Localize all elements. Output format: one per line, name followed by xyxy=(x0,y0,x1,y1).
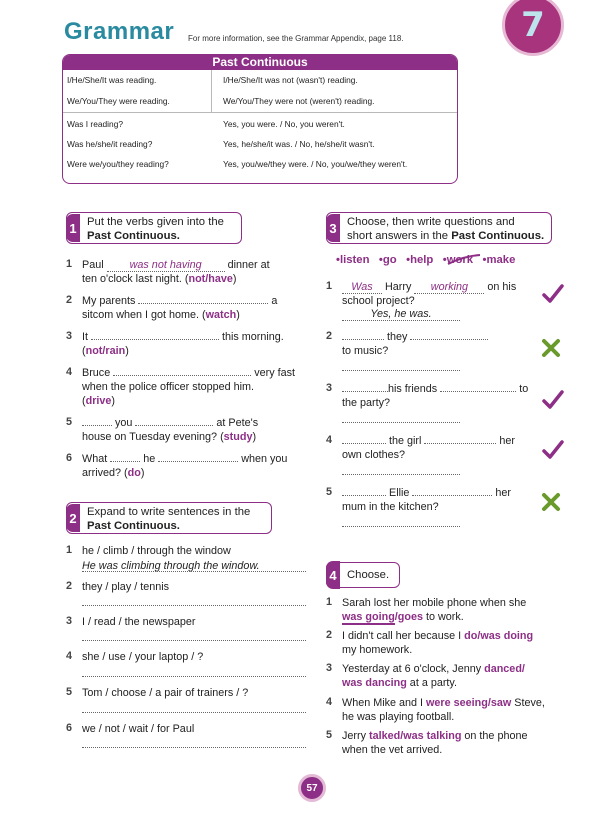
exercise-number: 2 xyxy=(66,504,80,532)
exercise-number: 4 xyxy=(326,561,340,589)
ex3-item-1-text: Was Harry working on his xyxy=(342,280,516,294)
answer-blank[interactable] xyxy=(158,452,238,462)
answer-blank[interactable] xyxy=(135,416,213,426)
exercise-number: 3 xyxy=(326,214,340,242)
answer-blank[interactable] xyxy=(110,452,140,462)
table-cell: We/You/They were not (weren't) reading. xyxy=(223,96,375,106)
answer-blank[interactable] xyxy=(91,330,219,340)
tick-icon xyxy=(542,390,564,410)
ex4-item-3-text: Yesterday at 6 o'clock, Jenny danced/ xyxy=(342,663,525,675)
answer-blank[interactable] xyxy=(138,294,268,304)
item-number: 4 xyxy=(66,366,73,378)
answer-text: Yes, he was. xyxy=(342,308,460,321)
table-cell: I/He/She/It was not (wasn't) reading. xyxy=(223,75,358,85)
ex3-item-4-text-cont: own clothes? xyxy=(342,449,406,461)
table-cell: Was he/she/it reading? xyxy=(67,139,153,149)
answer-text: was not having xyxy=(107,260,225,272)
option[interactable]: talked xyxy=(369,730,401,742)
answer-line[interactable] xyxy=(82,747,306,748)
answer-line[interactable] xyxy=(342,422,460,423)
answer-blank[interactable] xyxy=(410,330,488,340)
unit-number: 7 xyxy=(521,5,545,45)
item-number: 6 xyxy=(66,452,73,464)
option[interactable]: saw xyxy=(490,697,512,709)
answer-blank[interactable] xyxy=(440,382,516,392)
ex1-item-4-text-cont: when the police officer stopped him. xyxy=(82,381,255,393)
table-cell: Were we/you/they reading? xyxy=(67,159,169,169)
ex1-item-1-text-cont: ten o'clock last night. (not/have) xyxy=(82,273,237,285)
instruction-text-bold: Past Continuous. xyxy=(87,520,180,532)
ex2-prompt: I / read / the newspaper xyxy=(82,616,196,628)
ex1-item-2-text: My parents a xyxy=(82,295,278,307)
answer-blank[interactable] xyxy=(342,486,386,496)
instruction-text: Choose, then write questions and xyxy=(347,216,515,228)
item-number: 5 xyxy=(326,729,333,741)
ex1-item-4-text-cont2: (drive) xyxy=(82,395,116,407)
tick-icon xyxy=(542,284,564,304)
table-divider xyxy=(63,112,457,113)
answer-line[interactable] xyxy=(342,526,460,527)
ex4-item-5-text: Jerry talked/was talking on the phone xyxy=(342,730,528,742)
item-number: 3 xyxy=(326,662,333,674)
answer-blank[interactable] xyxy=(342,382,388,392)
grammar-table-heading: Past Continuous xyxy=(63,55,457,70)
table-cell: I/He/She/It was reading. xyxy=(67,75,157,85)
option[interactable]: was dancing xyxy=(342,677,407,689)
page-number: 57 xyxy=(298,774,326,802)
answer-line[interactable] xyxy=(342,474,460,475)
table-cell: Was I reading? xyxy=(67,119,124,129)
ex1-item-5-text-cont: house on Tuesday evening? (study) xyxy=(82,431,257,443)
ex1-item-3-text: It this morning. xyxy=(82,331,284,343)
instruction-text-bold: Past Continuous. xyxy=(87,230,180,242)
item-number: 5 xyxy=(326,486,333,498)
word-bank-item: •listen xyxy=(336,254,370,266)
page-title: Grammar xyxy=(64,18,175,45)
option[interactable]: goes xyxy=(397,611,423,623)
answer-line[interactable] xyxy=(342,370,460,371)
ex1-item-6-text-cont: arrived? (do) xyxy=(82,467,145,479)
instruction-text: Choose. xyxy=(347,569,390,581)
exercise-1-instruction xyxy=(66,212,242,244)
ex4-item-2-text-cont: my homework. xyxy=(342,644,413,656)
answer-line[interactable] xyxy=(82,605,306,606)
item-number: 2 xyxy=(326,629,333,641)
chosen-option[interactable]: was going xyxy=(342,611,395,623)
ex4-item-4-text-cont: he was playing football. xyxy=(342,711,455,723)
answer-blank[interactable] xyxy=(342,434,386,444)
ex3-item-5-text: Ellie her xyxy=(342,486,511,500)
option[interactable]: were seeing xyxy=(426,697,488,709)
answer-text: working xyxy=(414,282,484,294)
item-number: 1 xyxy=(326,596,333,608)
ex1-item-1-text: Paul was not having dinner at xyxy=(82,259,270,271)
item-number: 2 xyxy=(66,294,73,306)
ex4-item-3-text-cont: was dancing at a party. xyxy=(342,677,458,689)
instruction-text-cont: short answers in the Past Continuous. xyxy=(347,230,545,242)
answer-blank[interactable] xyxy=(424,434,496,444)
unit-badge xyxy=(502,0,564,56)
answer-line[interactable] xyxy=(82,571,306,572)
ex2-prompt: he / climb / through the window xyxy=(82,545,231,557)
ex2-prompt: they / play / tennis xyxy=(82,581,170,593)
ex3-item-2-text-cont: to music? xyxy=(342,345,389,357)
ex2-prompt: she / use / your laptop / ? xyxy=(82,651,204,663)
answer-line[interactable] xyxy=(82,640,306,641)
strike-mark xyxy=(447,252,481,268)
item-number: 3 xyxy=(66,615,73,627)
option[interactable]: do xyxy=(464,630,478,642)
ex1-item-3-text-cont: (not/rain) xyxy=(82,345,129,357)
answer-text: He was climbing through the window. xyxy=(82,560,260,572)
ex4-item-5-text-cont: when the vet arrived. xyxy=(342,744,443,756)
item-number: 2 xyxy=(66,580,73,592)
item-number: 4 xyxy=(66,650,73,662)
ex3-item-4-text: the girl her xyxy=(342,434,515,448)
ex1-item-5-text: you at Pete's xyxy=(82,416,258,430)
ex1-item-6-text: What he when you xyxy=(82,453,288,465)
item-number: 4 xyxy=(326,696,333,708)
item-number: 1 xyxy=(66,544,73,556)
ex1-item-4-text: Bruce very fast xyxy=(82,367,296,379)
item-number: 5 xyxy=(66,686,73,698)
item-number: 6 xyxy=(66,722,73,734)
tick-icon xyxy=(542,440,564,460)
word-bank-item-crossed: •work xyxy=(443,254,473,266)
answer-text: Was xyxy=(342,282,382,294)
option[interactable]: danced xyxy=(484,663,522,675)
item-number: 2 xyxy=(326,330,333,342)
answer-blank[interactable] xyxy=(82,416,112,426)
ex4-item-4-text: When Mike and I were seeing/saw Steve, xyxy=(342,697,545,709)
option[interactable]: was talking xyxy=(403,730,462,742)
table-cell: Yes, you/we/they were. / No, you/we/they weren't. xyxy=(223,159,408,169)
cross-icon xyxy=(540,492,562,512)
answer-line[interactable] xyxy=(82,676,306,677)
ex3-item-3-text-cont: the party? xyxy=(342,397,391,409)
exercise-3-instruction xyxy=(326,212,552,244)
ex3-item-1-text-cont: school project? xyxy=(342,295,415,307)
ex3-item-2-text: they xyxy=(342,330,488,344)
table-divider xyxy=(211,70,212,112)
exercise-4-instruction xyxy=(326,562,400,588)
page-subtitle: For more information, see the Grammar Appendix, page 118. xyxy=(188,34,404,43)
word-bank-item: •go xyxy=(378,254,397,266)
ex3-item-5-text-cont: mum in the kitchen? xyxy=(342,501,439,513)
exercise-2-instruction xyxy=(66,502,272,534)
item-number: 4 xyxy=(326,434,333,446)
word-bank-item: •make xyxy=(482,254,516,266)
answer-line[interactable] xyxy=(82,712,306,713)
item-number: 1 xyxy=(326,280,333,292)
item-number: 5 xyxy=(66,416,73,428)
item-number: 3 xyxy=(66,330,73,342)
ex1-item-2-text-cont: sitcom when I got home. (watch) xyxy=(82,309,240,321)
answer-blank[interactable] xyxy=(412,486,492,496)
word-bank-item: •help xyxy=(406,254,434,266)
word-bank xyxy=(336,254,515,266)
table-cell: We/You/They were reading. xyxy=(67,96,170,106)
answer-blank[interactable] xyxy=(113,366,251,376)
instruction-text: Put the verbs given into the xyxy=(87,216,224,228)
ex2-prompt: Tom / choose / a pair of trainers / ? xyxy=(82,687,249,699)
instruction-text: Expand to write sentences in the xyxy=(87,506,251,518)
grammar-table xyxy=(62,54,458,184)
table-cell: Yes, you were. / No, you weren't. xyxy=(223,119,345,129)
ex4-item-2-text: I didn't call her because I do/was doing xyxy=(342,630,534,642)
exercise-number: 1 xyxy=(66,214,80,242)
ex4-item-1-text-cont: was going/goes to work. xyxy=(342,611,464,623)
option[interactable]: was doing xyxy=(480,630,534,642)
cross-icon xyxy=(540,338,562,358)
item-number: 1 xyxy=(66,258,73,270)
item-number: 3 xyxy=(326,382,333,394)
ex3-item-3-text: his friends to xyxy=(342,382,528,396)
answer-blank[interactable] xyxy=(342,330,384,340)
ex2-prompt: we / not / wait / for Paul xyxy=(82,723,195,735)
ex4-item-1-text: Sarah lost her mobile phone when she xyxy=(342,597,527,609)
table-cell: Yes, he/she/it was. / No, he/she/it wasn't. xyxy=(223,139,375,149)
